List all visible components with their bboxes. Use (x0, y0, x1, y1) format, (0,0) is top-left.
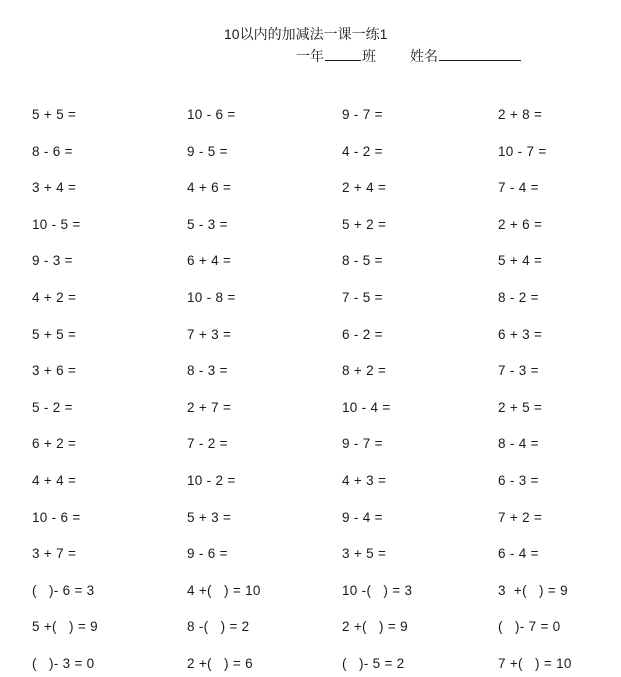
math-problem: 8 - 6 = (32, 143, 73, 159)
math-problem: 9 - 4 = (342, 509, 383, 525)
math-problem: 2 + 4 = (342, 180, 387, 196)
math-problem: 6 + 2 = (32, 436, 77, 452)
math-problem: 3 + 7 = (32, 546, 77, 562)
math-problem: 3 +( ) = 9 (498, 582, 568, 598)
math-problem: 10 -( ) = 3 (342, 582, 413, 598)
math-problem: 8 - 3 = (187, 363, 228, 379)
math-problem: 7 - 2 = (187, 436, 228, 452)
math-problem: 4 + 3 = (342, 473, 387, 488)
math-problem: 10 - 4 = (342, 399, 391, 415)
math-problem: 6 + 4 = (187, 253, 232, 269)
math-problem: 3 + 4 = (32, 180, 77, 196)
math-problem: 7 - 3 = (498, 363, 539, 379)
math-problem: 4 - 2 = (342, 143, 383, 159)
math-problem: 6 - 3 = (498, 473, 539, 488)
math-problem: 5 + 2 = (342, 216, 387, 232)
math-problem: 2 +( ) = 6 (187, 656, 253, 671)
math-problem: 9 - 5 = (187, 143, 228, 159)
math-problem: 5 - 2 = (32, 399, 73, 415)
math-problem: 5 + 3 = (187, 509, 232, 525)
math-problem: 9 - 7 = (342, 436, 383, 452)
math-problem: 7 + 3 = (187, 326, 232, 342)
math-problem: 2 + 6 = (498, 216, 543, 232)
grade-label: 一年 (296, 48, 324, 64)
math-problem: 3 + 5 = (342, 546, 387, 562)
math-problem: 5 + 4 = (498, 253, 543, 269)
math-problem: 9 - 6 = (187, 546, 228, 562)
math-problem: 4 +( ) = 10 (187, 582, 261, 598)
math-problem: 7 - 5 = (342, 290, 383, 305)
math-problem: 4 + 6 = (187, 180, 232, 196)
math-problem: 7 - 4 = (498, 180, 539, 196)
math-problem: 7 + 2 = (498, 509, 543, 525)
math-problem: 2 +( ) = 9 (342, 619, 408, 635)
math-problem: 6 - 4 = (498, 546, 539, 562)
math-problem: 7 +( ) = 10 (498, 656, 572, 671)
worksheet-title: 10以内的加减法一课一练1 (224, 26, 388, 42)
math-problem: 9 - 3 = (32, 253, 73, 269)
name-label: 姓名 (410, 48, 438, 64)
math-problem: 5 +( ) = 9 (32, 619, 98, 635)
math-problem: 8 -( ) = 2 (187, 619, 250, 635)
math-problem: 8 + 2 = (342, 363, 387, 379)
math-problem: ( )- 5 = 2 (342, 656, 405, 671)
math-problem: 8 - 5 = (342, 253, 383, 269)
math-problem: ( )- 3 = 0 (32, 656, 95, 671)
math-problem: ( )- 6 = 3 (32, 582, 95, 598)
math-problem: 9 - 7 = (342, 107, 383, 122)
math-problem: 5 + 5 = (32, 326, 77, 342)
math-problem: 4 + 4 = (32, 473, 77, 488)
math-problem: 2 + 7 = (187, 399, 232, 415)
math-problem: 10 - 5 = (32, 216, 81, 232)
class-label: 班 (362, 48, 376, 64)
math-problem: 10 - 6 = (32, 509, 81, 525)
math-problem: 8 - 2 = (498, 290, 539, 305)
math-problem: 3 + 6 = (32, 363, 77, 379)
math-problem: 10 - 6 = (187, 107, 236, 122)
math-problem: 6 + 3 = (498, 326, 543, 342)
math-problem: 4 + 2 = (32, 290, 77, 305)
math-problem: 2 + 5 = (498, 399, 543, 415)
math-problem: 10 - 2 = (187, 473, 236, 488)
math-problem: ( )- 7 = 0 (498, 619, 561, 635)
math-problem: 5 - 3 = (187, 216, 228, 232)
math-problem: 10 - 8 = (187, 290, 236, 305)
math-problem: 8 - 4 = (498, 436, 539, 452)
math-problem: 2 + 8 = (498, 107, 543, 122)
math-problem: 10 - 7 = (498, 143, 547, 159)
math-problem: 5 + 5 = (32, 107, 77, 122)
math-problem: 6 - 2 = (342, 326, 383, 342)
